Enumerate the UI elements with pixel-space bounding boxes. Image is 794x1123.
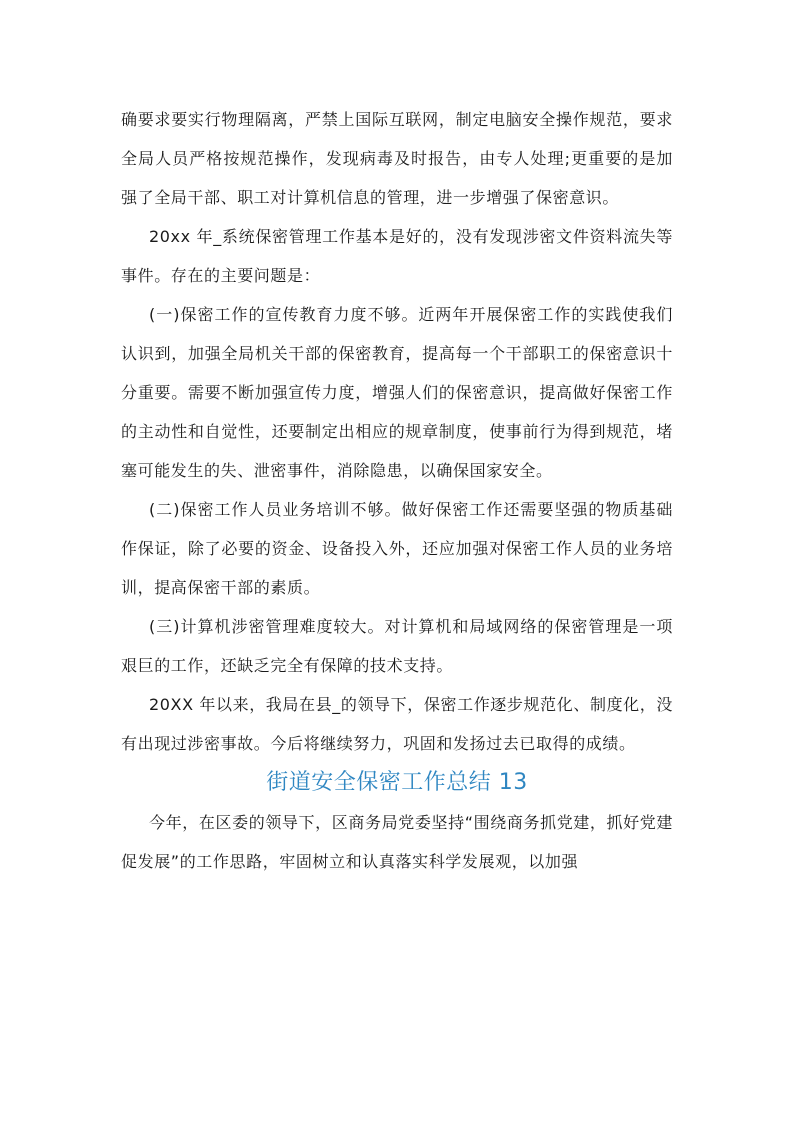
- paragraph-issue-1: (一)保密工作的宣传教育力度不够。近两年开展保密工作的实践使我们认识到，加强全局机关干部的保密教育，提高每一个干部职工的保密意识十分重要。需要不断加强宣传力度，增强人们的保密意识，提高做好保密工作的主动性和自觉性，还要制定出相应的规章制度，使事前行为得到规范，堵塞可能发生的失、泄密事件，消除隐患，以确保国家安全。: [121, 305, 673, 480]
- paragraph-issue-3: (三)计算机涉密管理难度较大。对计算机和局域网络的保密管理是一项艰巨的工作，还缺乏完全有保障的技术支持。: [121, 617, 673, 675]
- paragraph-intro-continuation: 确要求要实行物理隔离，严禁上国际互联网，制定电脑安全操作规范，要求全局人员严格按规范操作，发现病毒及时报告，由专人处理;更重要的是加强了全局干部、职工对计算机信息的管理，进一步增强了保密意识。: [121, 110, 673, 207]
- paragraph-summary: 20xx 年_系统保密管理工作基本是好的，没有发现涉密文件资料流失等事件。存在的主要问题是：: [121, 227, 673, 285]
- paragraph-next-section-intro: 今年，在区委的领导下，区商务局党委坚持“围绕商务抓党建，抓好党建促发展”的工作思路，牢固树立和认真落实科学发展观，以加强: [121, 813, 673, 871]
- paragraph-issue-2: (二)保密工作人员业务培训不够。做好保密工作还需要坚强的物质基础作保证，除了必要的资金、设备投入外，还应加强对保密工作人员的业务培训，提高保密干部的素质。: [121, 500, 673, 597]
- section-title: 街道安全保密工作总结 13: [266, 770, 528, 795]
- paragraph-conclusion: 20XX 年以来，我局在县_的领导下，保密工作逐步规范化、制度化，没有出现过涉密事故。今后将继续努力，巩固和发扬过去已取得的成绩。: [121, 695, 673, 753]
- document-page: [121, 100, 673, 881]
